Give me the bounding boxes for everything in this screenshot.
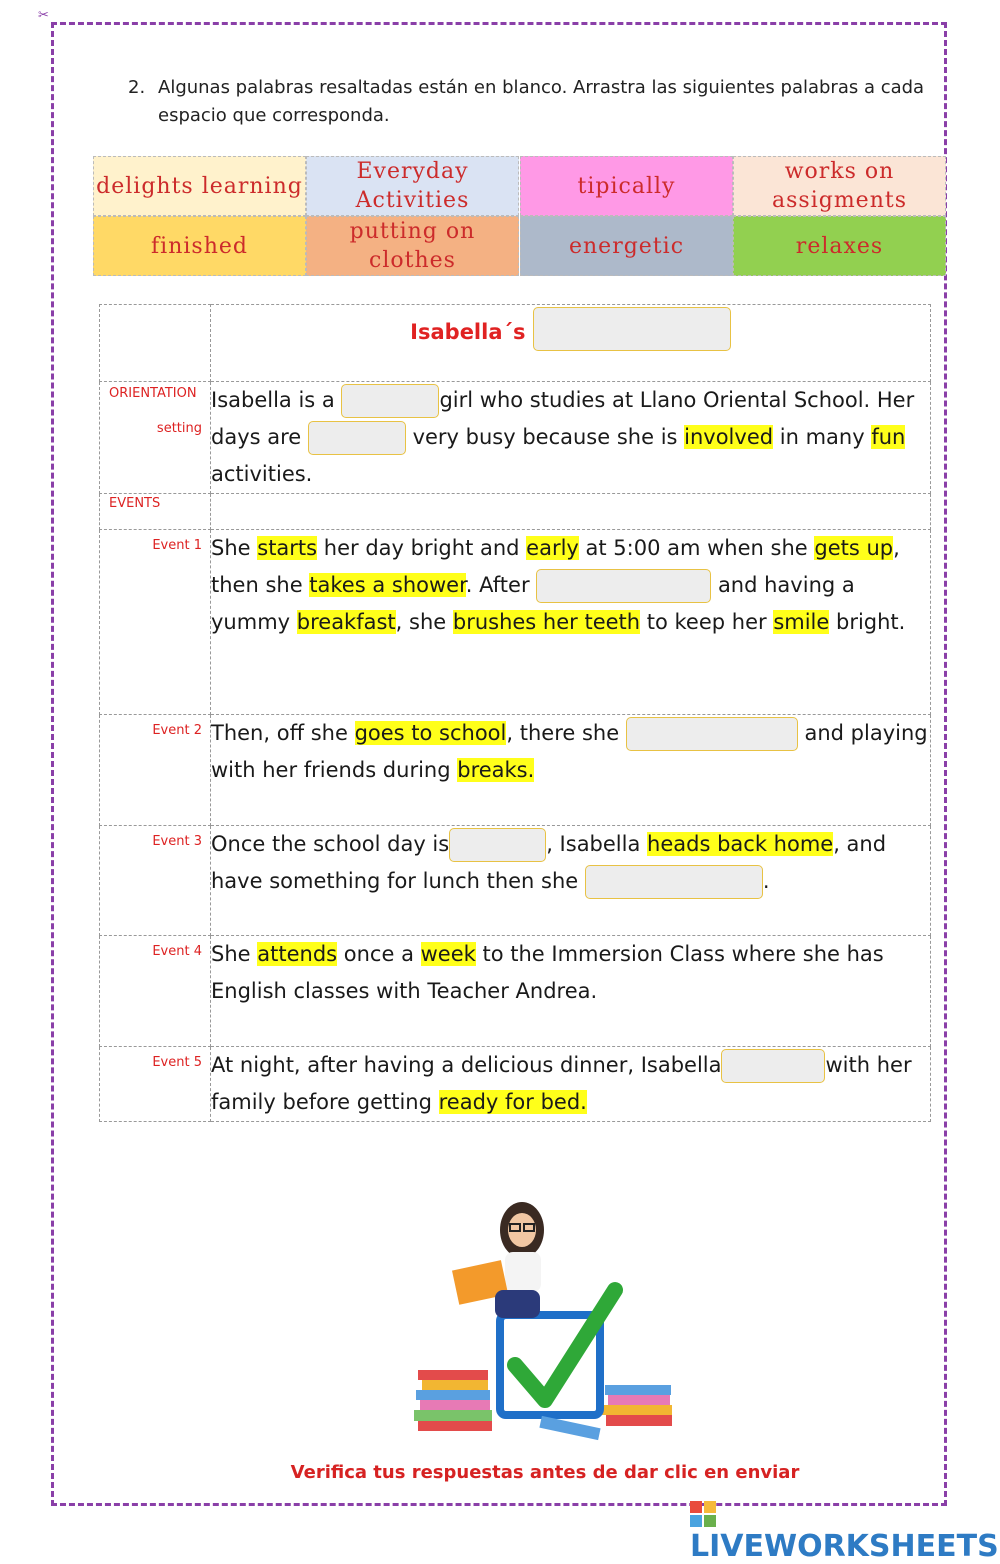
text-run: girl who studies at Llano Oriental School. Her days are [211,388,915,449]
word-tipically[interactable]: tipically [520,156,733,216]
instruction-number: 2. [128,77,146,98]
scissors-icon: ✂ [38,8,49,23]
highlight-word: ready for bed. [438,1090,587,1114]
text-run: Isabella is a [211,388,342,412]
book-shape [606,1415,672,1426]
book-shape [422,1380,488,1390]
book-shape [602,1405,672,1415]
book-shape [416,1390,490,1400]
event5-label: Event 5 [152,1055,202,1070]
event2-label-cell [100,715,211,826]
book-shape [414,1410,492,1421]
text-run: to keep her [640,610,774,634]
word-everyday-activities[interactable]: Everyday Activities [306,156,519,216]
blank-orientation-2[interactable] [308,421,406,455]
highlight-word: breakfast [296,610,396,634]
instruction-text: Algunas palabras resaltadas están en blanco. Arrastra las siguientes palabras a cada espacio que corresponda. [158,77,925,126]
teacher-avatar-icon [452,1202,544,1318]
event1-label: Event 1 [152,538,202,553]
title-drop-blank[interactable] [533,307,731,351]
highlight-word: gets up [814,536,894,560]
text-run: Then, off she [211,721,355,745]
events-label-cell [100,494,211,530]
books-right-icon [602,1385,672,1426]
word-finished[interactable]: finished [93,216,306,276]
event4-text [211,936,931,1047]
text-run: Once the school day is [211,832,450,856]
text-run: very busy because she is [405,425,685,449]
blank-event3-2[interactable] [585,865,763,899]
highlight-word: heads back home [647,832,834,856]
orientation-label-cell [100,382,211,494]
event4-label: Event 4 [152,944,202,959]
liveworksheets-brand[interactable] [690,1494,1000,1564]
text-run: once a [337,942,421,966]
brand-text: LIVEWORKSHEETS [690,1529,999,1564]
text-run: She [211,942,258,966]
text-run: . [762,869,770,893]
book-shape [605,1385,671,1395]
word-bank [93,156,947,276]
events-label: EVENTS [109,496,161,511]
blank-orientation-1[interactable] [341,384,439,418]
text-run: bright. [829,610,906,634]
event3-label: Event 3 [152,834,202,849]
text-run: She [211,536,258,560]
highlight-word: brushes her teeth [452,610,641,634]
jeans-shape [495,1290,540,1318]
event1-label-cell [100,530,211,715]
shirt-shape [505,1252,541,1292]
book-shape [420,1400,490,1410]
event5-label-cell [100,1047,211,1122]
text-run: , then she [211,536,900,597]
highlight-word: attends [257,942,338,966]
text-run: , there she [506,721,626,745]
highlight-word: starts [257,536,318,560]
text-run: in many [773,425,872,449]
word-works-on-assigments[interactable]: works on assigments [733,156,946,216]
text-run: to the Immersion Class where she has English classes with Teacher Andrea. [211,942,884,1003]
word-putting-on-clothes[interactable]: putting on clothes [306,216,519,276]
blank-event3-1[interactable] [449,828,546,862]
word-delights-learning[interactable]: delights learning [93,156,306,216]
highlight-word: fun [871,425,906,449]
blank-event5[interactable] [721,1049,825,1083]
text-run: , she [395,610,453,634]
books-left-icon [414,1370,492,1431]
liveworksheets-logo-icon [690,1500,716,1526]
word-energetic[interactable]: energetic [520,216,733,276]
word-relaxes[interactable]: relaxes [733,216,946,276]
orientation-text [211,382,931,494]
book-shape [539,1416,600,1440]
title-label-cell [100,305,211,382]
highlight-word: takes a shower [309,573,466,597]
text-run: At night, after having a delicious dinner, Isabella [211,1053,722,1077]
event2-label: Event 2 [152,723,202,738]
event3-label-cell [100,826,211,936]
blank-event1[interactable] [536,569,711,603]
teacher-checkmark-illustration [400,1190,700,1450]
blank-event2[interactable] [626,717,798,751]
event1-text [211,530,931,715]
text-run: . After [465,573,537,597]
story-table [99,304,931,1122]
text-run: at 5:00 am when she [578,536,815,560]
orientation-label: ORIENTATION [109,386,197,401]
text-run: , Isabella [546,832,648,856]
book-shape [418,1421,492,1431]
setting-label: setting [156,421,202,436]
highlight-word: involved [684,425,774,449]
event4-label-cell [100,936,211,1047]
highlight-word: early [526,536,579,560]
highlight-word: week [420,942,476,966]
event2-text [211,715,931,826]
book-shape [608,1395,670,1405]
event3-text [211,826,931,936]
footer-reminder: Verifica tus respuestas antes de dar clic en enviar [290,1462,800,1483]
book-shape [418,1370,488,1380]
text-run: , and have something for lunch then she [211,832,887,893]
text-run: with her family before getting [211,1053,912,1114]
story-title [211,305,931,382]
highlight-word: breaks. [457,758,535,782]
text-run: and playing with her friends during [211,721,928,782]
text-run: and having a yummy [211,573,855,634]
text-run: activities. [211,462,313,486]
text-run: her day bright and [317,536,527,560]
highlight-word: goes to school [354,721,507,745]
event5-text [211,1047,931,1122]
title-prefix: Isabella´s [410,320,526,344]
highlight-word: smile [773,610,830,634]
events-empty-cell [211,494,931,530]
